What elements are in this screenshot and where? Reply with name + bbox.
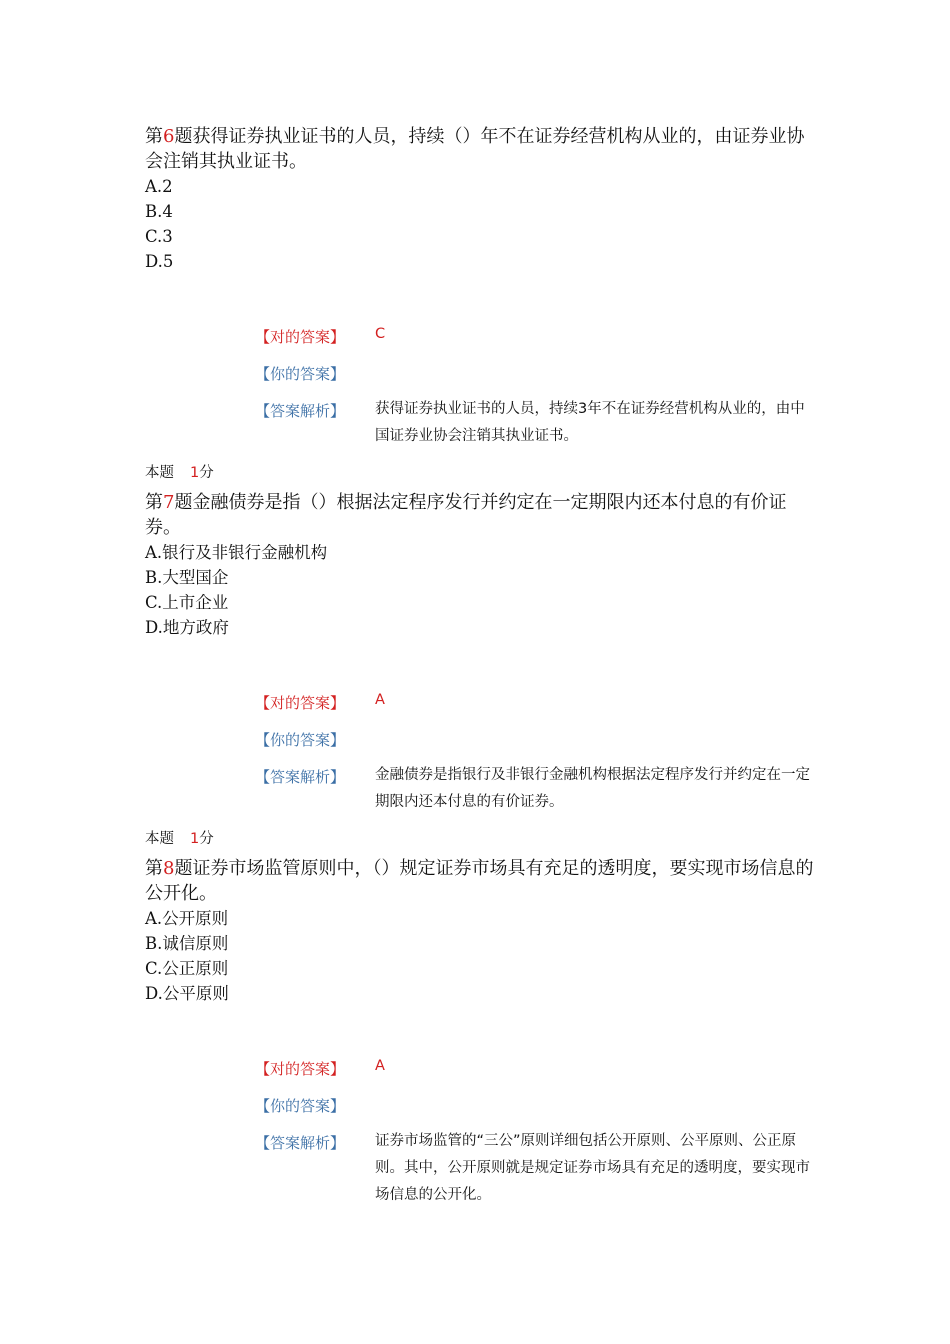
question-stem <box>145 490 815 540</box>
your-answer-row <box>255 729 375 750</box>
question-stem <box>145 856 815 906</box>
your-answer-label: 【你的答案】 <box>255 731 346 749</box>
analysis-row <box>255 400 805 444</box>
option-a: A.2 <box>145 177 173 196</box>
your-answer-label: 【你的答案】 <box>255 1097 346 1115</box>
analysis-label: 【答案解析】 <box>255 402 346 420</box>
option-b: B.大型国企 <box>145 568 229 587</box>
score-row <box>145 461 214 482</box>
option-c: C.3 <box>145 227 173 246</box>
question-number: 6 <box>163 126 175 147</box>
question-text: 题证券市场监管原则中，（）规定证券市场具有充足的透明度，要实现市场信息的公开化。 <box>145 858 814 904</box>
option-b: B.诚信原则 <box>145 934 229 953</box>
question-7 <box>145 490 815 640</box>
option-c: C.上市企业 <box>145 593 229 612</box>
analysis-label: 【答案解析】 <box>255 768 346 786</box>
correct-answer-row <box>255 692 385 713</box>
score-unit: 分 <box>199 831 214 847</box>
option-d: D.5 <box>145 252 174 271</box>
option-d: D.公平原则 <box>145 984 229 1003</box>
score-label: 本题 <box>145 831 174 847</box>
question-number: 8 <box>163 858 175 879</box>
question-number: 7 <box>163 492 175 513</box>
correct-answer-label: 【对的答案】 <box>255 1060 346 1078</box>
question-prefix: 第 <box>145 492 163 513</box>
correct-answer-value: A <box>375 692 385 708</box>
question-text: 题金融债券是指（）根据法定程序发行并约定在一定期限内还本付息的有价证券。 <box>145 492 787 538</box>
question-8 <box>145 856 815 1006</box>
score-unit: 分 <box>199 465 214 481</box>
score-value: 1 <box>190 465 200 481</box>
question-prefix: 第 <box>145 858 163 879</box>
correct-answer-row <box>255 326 386 347</box>
your-answer-row <box>255 363 375 384</box>
analysis-text: 获得证券执业证书的人员，持续3年不在证券经营机构从业的，由中国证券业协会注销其执业证书。 <box>375 401 805 444</box>
analysis-text: 证券市场监管的“三公”原则详细包括公开原则、公平原则、公正原则。其中，公开原则就是规定证券市场具有充足的透明度，要实现市场信息的公开化。 <box>375 1133 810 1203</box>
question-text: 题获得证券执业证书的人员，持续（）年不在证券经营机构从业的，由证券业协会注销其执业证书。 <box>145 126 805 172</box>
correct-answer-row <box>255 1058 385 1079</box>
your-answer-row <box>255 1095 375 1116</box>
option-b: B.4 <box>145 202 173 221</box>
analysis-row <box>255 766 810 810</box>
question-prefix: 第 <box>145 126 163 147</box>
score-row <box>145 827 214 848</box>
score-label: 本题 <box>145 465 174 481</box>
correct-answer-value: C <box>375 326 386 342</box>
analysis-text: 金融债券是指银行及非银行金融机构根据法定程序发行并约定在一定期限内还本付息的有价证券。 <box>375 767 810 810</box>
score-value: 1 <box>190 831 200 847</box>
analysis-label: 【答案解析】 <box>255 1134 346 1152</box>
analysis-row <box>255 1132 810 1203</box>
your-answer-label: 【你的答案】 <box>255 365 346 383</box>
question-6 <box>145 124 815 274</box>
option-d: D.地方政府 <box>145 618 229 637</box>
option-a: A.银行及非银行金融机构 <box>145 543 328 562</box>
question-stem <box>145 124 815 174</box>
correct-answer-label: 【对的答案】 <box>255 694 346 712</box>
correct-answer-label: 【对的答案】 <box>255 328 346 346</box>
option-c: C.公正原则 <box>145 959 229 978</box>
correct-answer-value: A <box>375 1058 385 1074</box>
option-a: A.公开原则 <box>145 909 229 928</box>
